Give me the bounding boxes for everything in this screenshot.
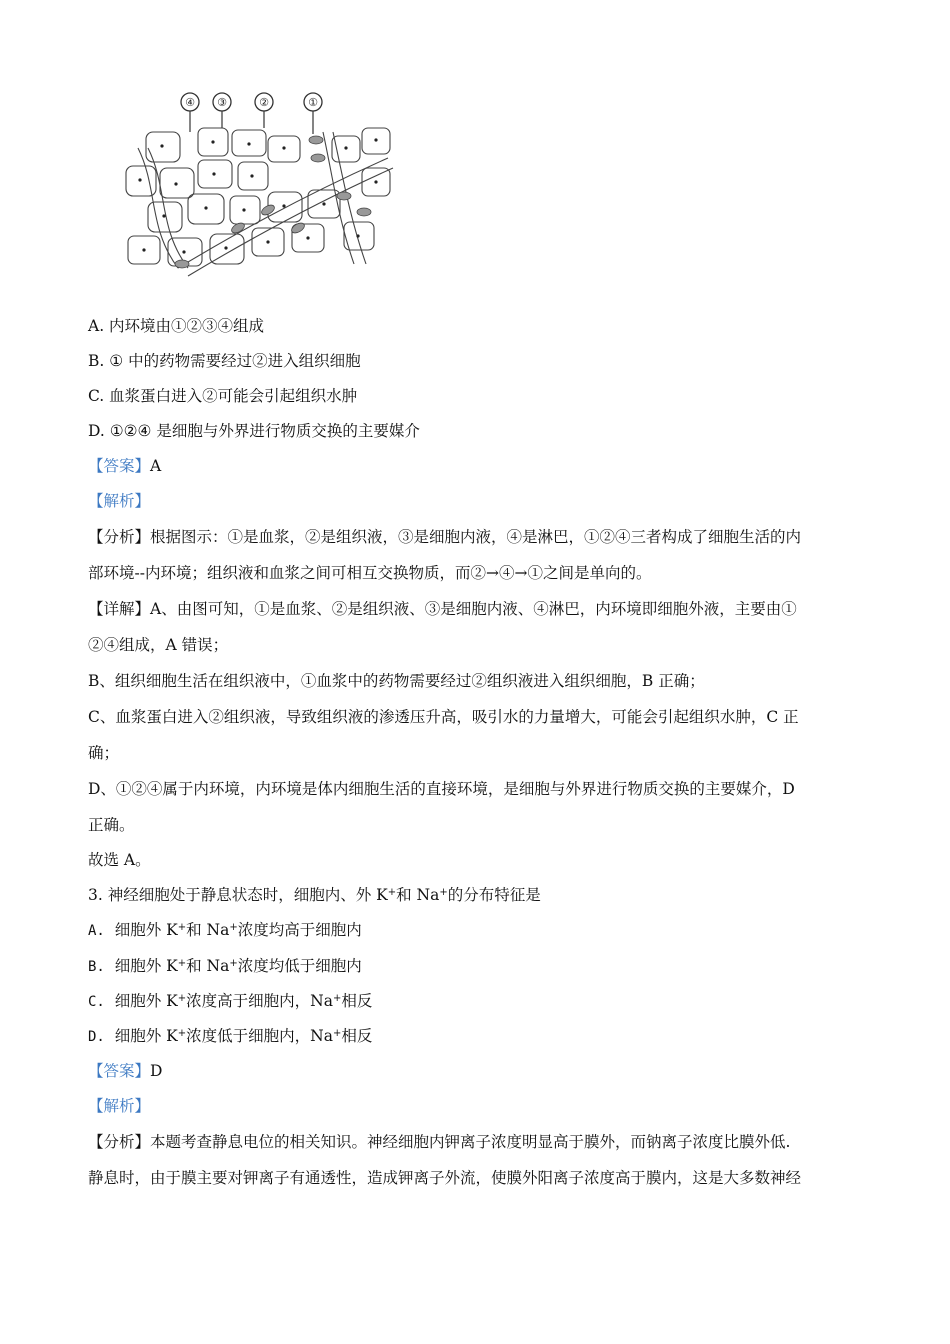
q2-analysis-heading bbox=[88, 491, 150, 511]
q2-fenxi-line-2: 部环境--内环境；组织液和血浆之间可相互交换物质，而②→④→①之间是单向的。 bbox=[88, 564, 652, 582]
q3-stem bbox=[88, 885, 541, 905]
q3-option-c bbox=[88, 991, 372, 1012]
option-text: 浓度均低于细胞内 bbox=[237, 957, 362, 975]
q3-answer bbox=[88, 1061, 162, 1081]
superscript-plus: + bbox=[229, 922, 238, 933]
xiangjie-text: A、由图可知，①是血浆、②是组织液、③是细胞内液、④淋巴，内环境即细胞外液，主要由① bbox=[150, 600, 797, 618]
q2-c-explanation-1: C、血浆蛋白进入②组织液，导致组织液的渗透压升高，吸引水的力量增大，可能会引起组织水肿，C 正 bbox=[88, 708, 799, 726]
superscript-plus: + bbox=[332, 993, 342, 1004]
superscript-plus: + bbox=[439, 887, 448, 898]
q2-fenxi-line-1 bbox=[88, 527, 801, 547]
q2-option-c: C. 血浆蛋白进入②可能会引起组织水肿 bbox=[88, 387, 358, 405]
fenxi-text: 根据图示：①是血浆，②是组织液，③是细胞内液，④是淋巴，①②④三者构成了细胞生活的内 bbox=[150, 528, 802, 546]
fenxi-tag: 【分析】 bbox=[88, 528, 151, 546]
q2-conclusion: 故选 A。 bbox=[88, 851, 151, 869]
superscript-plus: + bbox=[177, 958, 187, 969]
q2-xiangjie-line-1 bbox=[88, 599, 797, 619]
option-text: 细胞外 K bbox=[114, 957, 178, 975]
option-text: 细胞外 K bbox=[114, 992, 178, 1010]
answer-tag: 【答案】 bbox=[88, 457, 151, 475]
q2-answer bbox=[88, 456, 161, 476]
q2-c-explanation-2: 确； bbox=[88, 744, 120, 762]
superscript-plus: + bbox=[177, 922, 187, 933]
q3-analysis-heading bbox=[88, 1096, 150, 1116]
analysis-tag: 【解析】 bbox=[88, 492, 151, 510]
answer-tag: 【答案】 bbox=[88, 1062, 151, 1080]
fenxi-tag: 【分析】 bbox=[88, 1133, 151, 1151]
xiangjie-tag: 【详解】 bbox=[88, 600, 151, 618]
superscript-plus: + bbox=[332, 1028, 342, 1039]
option-prefix: C. bbox=[88, 994, 105, 1010]
option-text: 细胞外 K bbox=[114, 1027, 178, 1045]
figure-label-2: ② bbox=[259, 96, 269, 109]
option-text: 和 Na bbox=[186, 921, 230, 939]
option-text: 细胞外 K bbox=[114, 921, 178, 939]
option-text: 浓度高于细胞内，Na bbox=[186, 992, 333, 1010]
q2-option-a: A. 内环境由①②③④组成 bbox=[88, 317, 265, 335]
q3-option-a bbox=[88, 920, 362, 941]
q2-xiangjie-line-2: ②④组成，A 错误； bbox=[88, 636, 229, 654]
q3-stem-part: 3. 神经细胞处于静息状态时，细胞内、外 K bbox=[88, 886, 388, 904]
option-prefix: B. bbox=[88, 959, 105, 975]
fenxi-text: 本题考查静息电位的相关知识。神经细胞内钾离子浓度明显高于膜外，而钠离子浓度比膜外低. bbox=[150, 1133, 791, 1151]
tissue-diagram bbox=[118, 88, 398, 278]
figure-label-4: ④ bbox=[185, 96, 195, 109]
superscript-plus: + bbox=[387, 887, 397, 898]
option-prefix: D. bbox=[88, 1029, 105, 1045]
superscript-plus: + bbox=[177, 993, 187, 1004]
option-text: 相反 bbox=[341, 1027, 373, 1045]
answer-value: A bbox=[150, 457, 162, 475]
answer-value: D bbox=[150, 1062, 163, 1080]
analysis-tag: 【解析】 bbox=[88, 1097, 151, 1115]
superscript-plus: + bbox=[229, 958, 238, 969]
q3-option-b bbox=[88, 956, 362, 977]
q3-option-d bbox=[88, 1026, 372, 1047]
superscript-plus: + bbox=[177, 1028, 187, 1039]
q3-stem-part: 和 Na bbox=[396, 886, 440, 904]
figure-label-1: ① bbox=[308, 96, 318, 109]
q3-fenxi-line-2: 静息时，由于膜主要对钾离子有通透性，造成钾离子外流，使膜外阳离子浓度高于膜内，这是大多数神经 bbox=[88, 1169, 802, 1187]
option-text: 浓度均高于细胞内 bbox=[237, 921, 362, 939]
q2-d-explanation-2: 正确。 bbox=[88, 816, 135, 834]
figure-label-3: ③ bbox=[217, 96, 227, 109]
option-text: 浓度低于细胞内，Na bbox=[186, 1027, 333, 1045]
q2-b-explanation: B、组织细胞生活在组织液中，①血浆中的药物需要经过②组织液进入组织细胞，B 正确； bbox=[88, 672, 705, 690]
q2-d-explanation-1: D、①②④属于内环境，内环境是体内细胞生活的直接环境，是细胞与外界进行物质交换的主要媒介，D bbox=[88, 780, 795, 798]
option-prefix: A. bbox=[88, 923, 105, 939]
q3-fenxi-line-1 bbox=[88, 1132, 790, 1152]
q2-option-b: B. ① 中的药物需要经过②进入组织细胞 bbox=[88, 352, 361, 370]
option-text: 和 Na bbox=[186, 957, 230, 975]
q3-stem-part: 的分布特征是 bbox=[447, 886, 541, 904]
q2-option-d: D. ①②④ 是细胞与外界进行物质交换的主要媒介 bbox=[88, 422, 420, 440]
option-text: 相反 bbox=[341, 992, 373, 1010]
